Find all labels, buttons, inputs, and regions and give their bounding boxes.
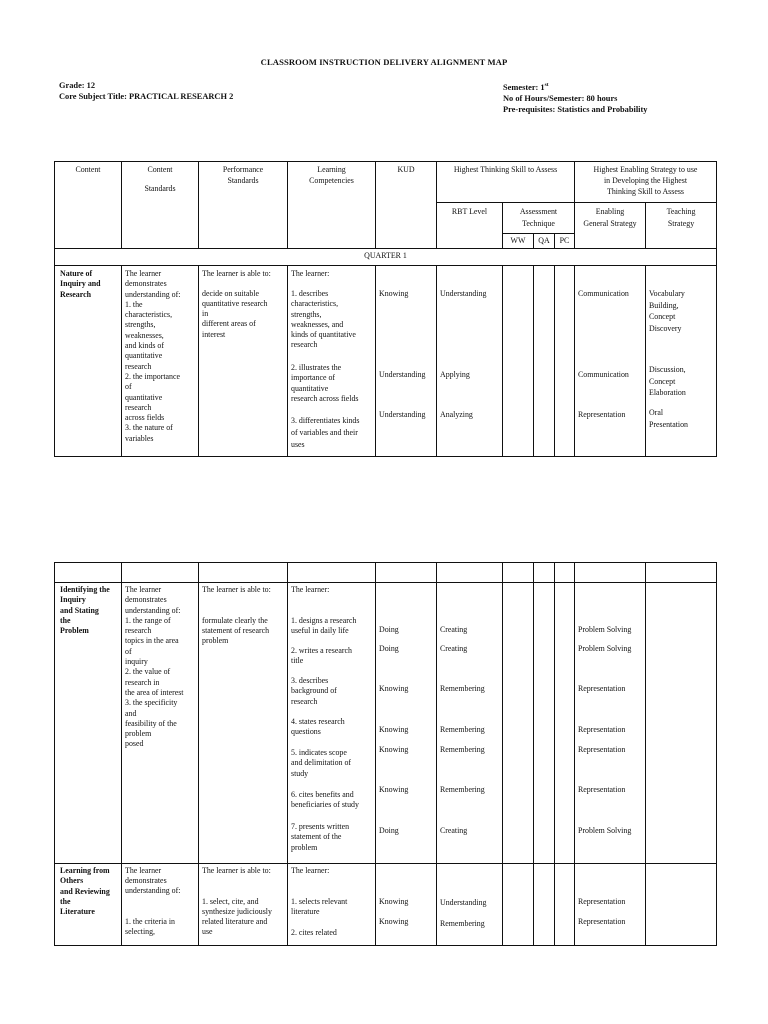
- header-right: [503, 80, 647, 115]
- header-left: [59, 80, 233, 102]
- competency: 2. illustrates the importance of quantitative research across fields: [291, 363, 359, 403]
- subject-title: Core Subject Title: PRACTICAL RESEARCH 2: [59, 92, 234, 102]
- general-strategy-cell: Communication Communication Representation: [575, 266, 646, 457]
- topic-content: Nature of Inquiry and Research: [55, 266, 122, 457]
- empty-header-cell: [55, 563, 122, 583]
- competency: 3. describes background of research: [291, 676, 337, 706]
- competency: 5. indicates scope and delimitation of study: [291, 748, 352, 778]
- rbt-cell: Understanding Remembering: [437, 864, 503, 946]
- col-header-pc: PC: [555, 234, 575, 249]
- pc-cell: [555, 266, 575, 457]
- col-header-content-standards: Content Standards: [122, 162, 199, 249]
- competency: 6. cites benefits and beneficiaries of study: [291, 790, 359, 810]
- topic-content-standards: The learner demonstrates understanding of: 1. the range of research topics in the area of inquiry 2. the value of research in the area of interest 3. the specificity and feasibility of the problem posed: [122, 583, 199, 864]
- col-header-learning-competencies: Learning Competencies: [288, 162, 376, 249]
- competency: 2. cites related: [291, 928, 337, 937]
- topic-learning-competencies: The learner: 1. selects relevant literature 2. cites related: [288, 864, 376, 946]
- teaching-strategy-cell: [646, 864, 717, 946]
- col-header-ww: WW: [503, 234, 534, 249]
- col-header-rbt-level: RBT Level: [437, 203, 503, 249]
- empty-header-cell: [122, 563, 199, 583]
- topic-content: Learning from Others and Reviewing the Literature: [55, 864, 122, 946]
- empty-header-cell: [555, 563, 575, 583]
- empty-header-cell: [575, 563, 646, 583]
- empty-header-cell: [503, 563, 534, 583]
- teaching-strategy-cell: Vocabulary Building, Concept Discovery Discussion, Concept Elaboration Oral Presentation: [646, 266, 717, 457]
- empty-header-cell: [199, 563, 288, 583]
- ww-cell: [503, 583, 534, 864]
- col-header-general-strategy: Enabling General Strategy: [575, 203, 646, 249]
- competency: 1. describes characteristics, strengths, weaknesses, and kinds of quantitative research: [291, 289, 356, 350]
- col-header-qa: QA: [534, 234, 555, 249]
- qa-cell: [534, 583, 555, 864]
- general-strategy-cell: Problem Solving Problem Solving Representation Representation Representation Representation Problem Solving: [575, 583, 646, 864]
- pc-cell: [555, 864, 575, 946]
- col-header-thinking-skill: Highest Thinking Skill to Assess: [437, 162, 575, 203]
- alignment-table-2: [54, 562, 717, 946]
- empty-header-cell: [534, 563, 555, 583]
- prereq-label: Pre-requisites: Statistics and Probability: [503, 105, 648, 115]
- hours-label: No of Hours/Semester: 80 hours: [503, 94, 618, 103]
- col-header-assessment-technique: Assessment Technique: [503, 203, 575, 234]
- topic-learning-competencies: The learner: 1. designs a research useful in daily life 2. writes a research title 3. describes background of research 4. states research questions 5. indicates scope and delimitation of study 6. cites benefits and beneficiaries of study 7. presents written statement of the problem: [288, 583, 376, 864]
- kud-cell: Knowing Understanding Understanding: [376, 266, 437, 457]
- quarter-row: QUARTER 1: [55, 249, 717, 266]
- topic-content-standards: The learner demonstrates understanding of: 1. the characteristics, strengths, weaknesses, and kinds of quantitative research 2. the importance of quantitative research across fields 3. the nature of variables: [122, 266, 199, 457]
- ww-cell: [503, 266, 534, 457]
- col-header-performance-standards: Performance Standards: [199, 162, 288, 249]
- pc-cell: [555, 583, 575, 864]
- empty-header-cell: [376, 563, 437, 583]
- col-header-content: Content: [55, 162, 122, 249]
- topic-performance-standards: The learner is able to: formulate clearly the statement of research problem: [199, 583, 288, 864]
- document-title: CLASSROOM INSTRUCTION DELIVERY ALIGNMENT MAP: [260, 57, 508, 67]
- topic-content-standards: The learner demonstrates understanding of: 1. the criteria in selecting,: [122, 864, 199, 946]
- empty-header-cell: [288, 563, 376, 583]
- competency: 1. selects relevant literature: [291, 897, 348, 917]
- competency: 3. differentiates kinds of variables and their uses: [291, 416, 360, 449]
- rbt-cell: Creating Creating Remembering Remembering Remembering Remembering Creating: [437, 583, 503, 864]
- alignment-table-1: [54, 161, 717, 457]
- competency: 4. states research questions: [291, 717, 345, 737]
- topic-content: Identifying the Inquiry and Stating the Problem: [55, 583, 122, 864]
- kud-cell: Doing Doing Knowing Knowing Knowing Knowing Doing: [376, 583, 437, 864]
- empty-header-cell: [646, 563, 717, 583]
- competency: 1. designs a research useful in daily life: [291, 616, 357, 636]
- col-header-enabling-strategy: Highest Enabling Strategy to use in Developing the Highest Thinking Skill to Assess: [575, 162, 717, 203]
- ww-cell: [503, 864, 534, 946]
- empty-header-cell: [437, 563, 503, 583]
- kud-cell: Knowing Knowing: [376, 864, 437, 946]
- topic-performance-standards: The learner is able to: decide on suitable quantitative research in different areas of interest: [199, 266, 288, 457]
- col-header-kud: KUD: [376, 162, 437, 249]
- qa-cell: [534, 266, 555, 457]
- semester-label: Semester: 1st: [503, 82, 549, 92]
- grade-label: Grade: 12: [59, 81, 96, 90]
- competency: 2. writes a research title: [291, 646, 352, 666]
- qa-cell: [534, 864, 555, 946]
- topic-performance-standards: The learner is able to: 1. select, cite, and synthesize judiciously related literature and use: [199, 864, 288, 946]
- col-header-teaching-strategy: Teaching Strategy: [646, 203, 717, 249]
- rbt-cell: Understanding Applying Analyzing: [437, 266, 503, 457]
- general-strategy-cell: Representation Representation: [575, 864, 646, 946]
- competency: 7. presents written statement of the problem: [291, 822, 350, 852]
- teaching-strategy-cell: [646, 583, 717, 864]
- topic-learning-competencies: The learner: 1. describes characteristics, strengths, weaknesses, and kinds of quantitative research 2. illustrates the importance of quantitative research across fields 3. differentiates kinds of variables and their uses: [288, 266, 376, 457]
